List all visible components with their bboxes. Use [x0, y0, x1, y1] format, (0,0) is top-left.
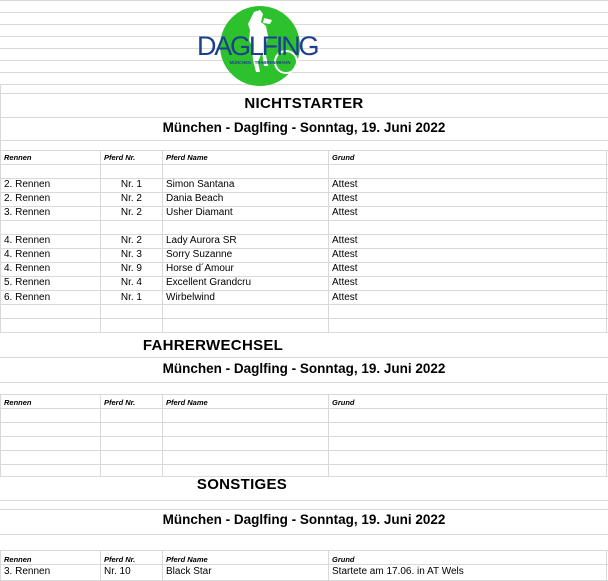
header-pferd-nr: Pferd Nr. [104, 153, 136, 162]
cell-pferd-nr: Nr. 3 [120, 249, 142, 260]
cell-rennen: 3. Rennen [4, 207, 51, 218]
cell-grund: Attest [332, 179, 358, 190]
logo-tagline: MÜNCHEN · TRABRENNBAHN [229, 60, 291, 65]
grid-row-line [0, 564, 608, 565]
header-rennen: Rennen [4, 153, 32, 162]
grid-row-line [0, 0, 608, 1]
grid-row-line [0, 290, 608, 291]
grid-column-line [0, 84, 1, 150]
grid-row-line [0, 500, 608, 501]
cell-rennen: 4. Rennen [4, 235, 51, 246]
grid-row-line [0, 534, 608, 535]
daglfing-logo [194, 4, 324, 88]
cell-grund: Attest [332, 235, 358, 246]
cell-rennen: 5. Rennen [4, 277, 51, 288]
section-subtitle-sonstiges: München - Daglfing - Sonntag, 19. Juni 2022 [162, 512, 446, 527]
header-pferd-nr: Pferd Nr. [104, 555, 136, 564]
cell-rennen: 6. Rennen [4, 292, 51, 303]
cell-pferd-name: Black Star [166, 566, 212, 577]
grid-row-line [0, 550, 608, 551]
grid-row-line [0, 93, 608, 94]
grid-column-line [100, 394, 101, 476]
grid-column-line [100, 550, 101, 581]
grid-row-line [0, 382, 608, 383]
cell-pferd-nr: Nr. 2 [120, 235, 142, 246]
cell-pferd-nr: Nr. 10 [104, 566, 131, 577]
grid-row-line [0, 117, 608, 118]
section-title-nichtstarter: NICHTSTARTER [244, 95, 364, 112]
cell-rennen: 2. Rennen [4, 179, 51, 190]
grid-row-line [0, 422, 608, 423]
grid-column-line [606, 150, 607, 332]
section-subtitle-nichtstarter: München - Daglfing - Sonntag, 19. Juni 2022 [162, 120, 446, 135]
grid-column-line [328, 394, 329, 476]
grid-row-line [0, 318, 608, 319]
grid-row-line [0, 509, 608, 510]
header-grund: Grund [332, 153, 355, 162]
header-grund: Grund [332, 555, 355, 564]
header-rennen: Rennen [4, 555, 32, 564]
cell-pferd-name: Sorry Suzanne [166, 249, 233, 260]
grid-row-line [0, 436, 608, 437]
grid-column-line [0, 394, 1, 476]
cell-pferd-name: Wirbelwind [166, 292, 215, 303]
header-grund: Grund [332, 398, 355, 407]
cell-rennen: 4. Rennen [4, 263, 51, 274]
header-pferd-name: Pferd Name [166, 153, 208, 162]
cell-grund: Attest [332, 292, 358, 303]
grid-column-line [606, 550, 607, 581]
cell-pferd-nr: Nr. 9 [120, 263, 142, 274]
cell-pferd-name: Horse d´Amour [166, 263, 234, 274]
section-title-sonstiges: SONSTIGES [196, 476, 288, 493]
header-pferd-nr: Pferd Nr. [104, 398, 136, 407]
grid-column-line [162, 150, 163, 332]
cell-pferd-name: Lady Aurora SR [166, 235, 237, 246]
cell-pferd-name: Dania Beach [166, 193, 224, 204]
grid-row-line [0, 164, 608, 165]
grid-column-line [328, 150, 329, 332]
grid-row-line [0, 408, 608, 409]
cell-grund: Attest [332, 207, 358, 218]
grid-column-line [0, 550, 1, 581]
cell-pferd-nr: Nr. 4 [120, 277, 142, 288]
cell-grund: Attest [332, 277, 358, 288]
grid-column-line [606, 394, 607, 476]
cell-pferd-name: Usher Diamant [166, 207, 233, 218]
cell-pferd-nr: Nr. 2 [120, 193, 142, 204]
grid-column-line [0, 150, 1, 332]
cell-rennen: 3. Rennen [4, 566, 51, 577]
cell-grund: Startete am 17.06. in AT Wels [332, 566, 464, 577]
grid-row-line [0, 464, 608, 465]
grid-row-line [0, 220, 608, 221]
cell-grund: Attest [332, 263, 358, 274]
grid-row-line [0, 150, 608, 151]
section-title-fahrerwechsel: FAHRERWECHSEL [142, 337, 284, 354]
cell-grund: Attest [332, 249, 358, 260]
cell-pferd-nr: Nr. 1 [120, 179, 142, 190]
logo-wordmark: DAGLFING [197, 31, 321, 61]
grid-row-line [0, 332, 608, 333]
grid-column-line [328, 550, 329, 581]
grid-column-line [162, 394, 163, 476]
cell-grund: Attest [332, 193, 358, 204]
header-pferd-name: Pferd Name [166, 555, 208, 564]
grid-row-line [0, 304, 608, 305]
grid-row-line [0, 450, 608, 451]
grid-row-line [0, 394, 608, 395]
logo-graphic [194, 4, 324, 88]
section-subtitle-fahrerwechsel: München - Daglfing - Sonntag, 19. Juni 2022 [162, 361, 446, 376]
grid-row-line [0, 140, 608, 141]
cell-rennen: 2. Rennen [4, 193, 51, 204]
cell-pferd-nr: Nr. 1 [120, 292, 142, 303]
header-pferd-name: Pferd Name [166, 398, 208, 407]
header-rennen: Rennen [4, 398, 32, 407]
cell-pferd-nr: Nr. 2 [120, 207, 142, 218]
grid-column-line [162, 550, 163, 581]
grid-row-line [0, 357, 608, 358]
cell-pferd-name: Excellent Grandcru [166, 277, 252, 288]
cell-rennen: 4. Rennen [4, 249, 51, 260]
cell-pferd-name: Simon Santana [166, 179, 235, 190]
